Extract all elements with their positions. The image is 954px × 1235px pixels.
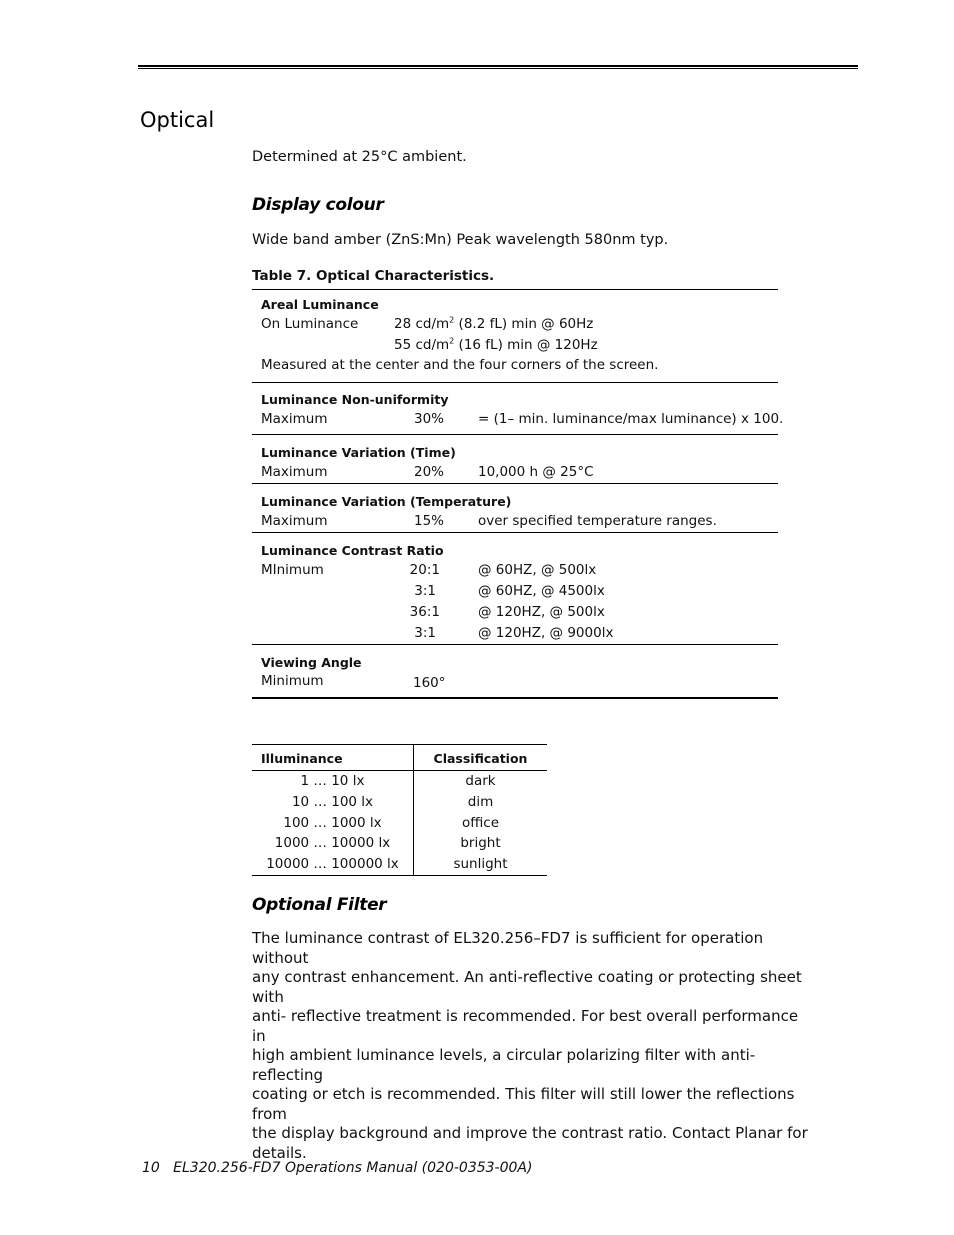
illuminance-table-bottom-rule — [252, 875, 547, 876]
variation-time-note: 10,000 h @ 25°C — [478, 464, 594, 480]
variation-time-label: Maximum — [261, 464, 328, 480]
paragraph-line: any contrast enhancement. An anti-reflective coating or protecting sheet with — [252, 968, 802, 1006]
variation-time-value: 20% — [414, 464, 445, 480]
illuminance-class: sunlight — [453, 856, 508, 872]
optional-filter-paragraph — [252, 929, 812, 1163]
contrast-label: MInimum — [261, 562, 324, 578]
variation-temp-label: Maximum — [261, 513, 328, 529]
illuminance-range: 10 … 100 lx — [291, 794, 374, 810]
variation-temp-value: 15% — [414, 513, 445, 529]
areal-luminance-note: Measured at the center and the four corners of the screen. — [261, 357, 659, 373]
paragraph-line: details. — [252, 1143, 307, 1162]
table-rule — [252, 644, 778, 645]
illuminance-range: 1 … 10 lx — [300, 773, 365, 789]
on-luminance-label: On Luminance — [261, 316, 359, 332]
illuminance-class: dim — [467, 794, 494, 810]
nonuniformity-label: Maximum — [261, 411, 328, 427]
illuminance-table-top-rule — [252, 744, 547, 745]
paragraph-line: anti- reflective treatment is recommended. For best overall performance in — [252, 1007, 799, 1045]
viewing-angle-title: Viewing Angle — [261, 655, 362, 670]
table-rule — [252, 434, 778, 435]
paragraph-line: The luminance contrast of EL320.256–FD7 is sufficient for operation without — [252, 929, 764, 967]
intro-text: Determined at 25°C ambient. — [252, 149, 467, 165]
illuminance-class: office — [461, 815, 500, 831]
contrast-title: Luminance Contrast Ratio — [261, 543, 444, 558]
variation-temp-note: over specified temperature ranges. — [478, 513, 717, 529]
nonuniformity-value: 30% — [414, 411, 445, 427]
contrast-note: @ 120HZ, @ 500lx — [478, 604, 605, 620]
illuminance-class: dark — [465, 773, 496, 789]
variation-temp-title: Luminance Variation (Temperature) — [261, 494, 512, 509]
table-bottom-rule — [252, 697, 778, 699]
table-rule — [252, 532, 778, 533]
areal-luminance-title: Areal Luminance — [261, 297, 379, 312]
table-rule — [252, 382, 778, 383]
display-colour-text: Wide band amber (ZnS:Mn) Peak wavelength 580nm typ. — [252, 232, 669, 248]
viewing-angle-value: 160° — [413, 675, 446, 691]
on-luminance-value-120hz: 55 $cd/m^2$ (16 fL) min @ 120Hz — [394, 336, 598, 353]
paragraph-line: high ambient luminance levels, a circular polarizing filter with anti-reflecting — [252, 1046, 756, 1084]
contrast-note: @ 60HZ, @ 4500lx — [478, 583, 605, 599]
optional-filter-heading: Optional Filter — [252, 895, 387, 915]
contrast-note: @ 60HZ, @ 500lx — [478, 562, 597, 578]
paragraph-line: coating or etch is recommended. This filter will still lower the reflections from — [252, 1085, 795, 1123]
on-luminance-value-60hz: 28 $cd/m^2$ (8.2 fL) min @ 60Hz — [394, 315, 594, 332]
viewing-angle-label: Minimum — [261, 673, 324, 689]
section-title: Optical — [140, 108, 215, 132]
classification-header: Classification — [433, 751, 528, 766]
header-rule-thin — [138, 68, 858, 69]
contrast-value: 36:1 — [409, 604, 440, 620]
illuminance-table-header-rule — [252, 770, 547, 771]
display-colour-heading: Display colour — [252, 195, 384, 215]
contrast-value: 3:1 — [414, 583, 436, 599]
table-caption: Table 7. Optical Characteristics. — [252, 268, 495, 284]
paragraph-line: the display background and improve the contrast ratio. Contact Planar for — [252, 1124, 808, 1142]
illuminance-class: bright — [460, 835, 501, 851]
header-rule — [138, 65, 858, 67]
contrast-note: @ 120HZ, @ 9000lx — [478, 625, 614, 641]
illuminance-range: 1000 … 10000 lx — [274, 835, 391, 851]
variation-time-title: Luminance Variation (Time) — [261, 445, 456, 460]
page-footer: 10 EL320.256-FD7 Operations Manual (020-0353-00A) — [142, 1160, 533, 1176]
illuminance-header: Illuminance — [261, 751, 343, 766]
illuminance-range: 100 … 1000 lx — [283, 815, 382, 831]
contrast-value: 3:1 — [414, 625, 436, 641]
table-rule — [252, 483, 778, 484]
nonuniformity-note: = (1– min. luminance/max luminance) x 100. — [478, 411, 784, 427]
illuminance-range: 10000 … 100000 lx — [266, 856, 399, 872]
contrast-value: 20:1 — [409, 562, 440, 578]
table-rule — [252, 289, 778, 290]
nonuniformity-title: Luminance Non-uniformity — [261, 392, 449, 407]
